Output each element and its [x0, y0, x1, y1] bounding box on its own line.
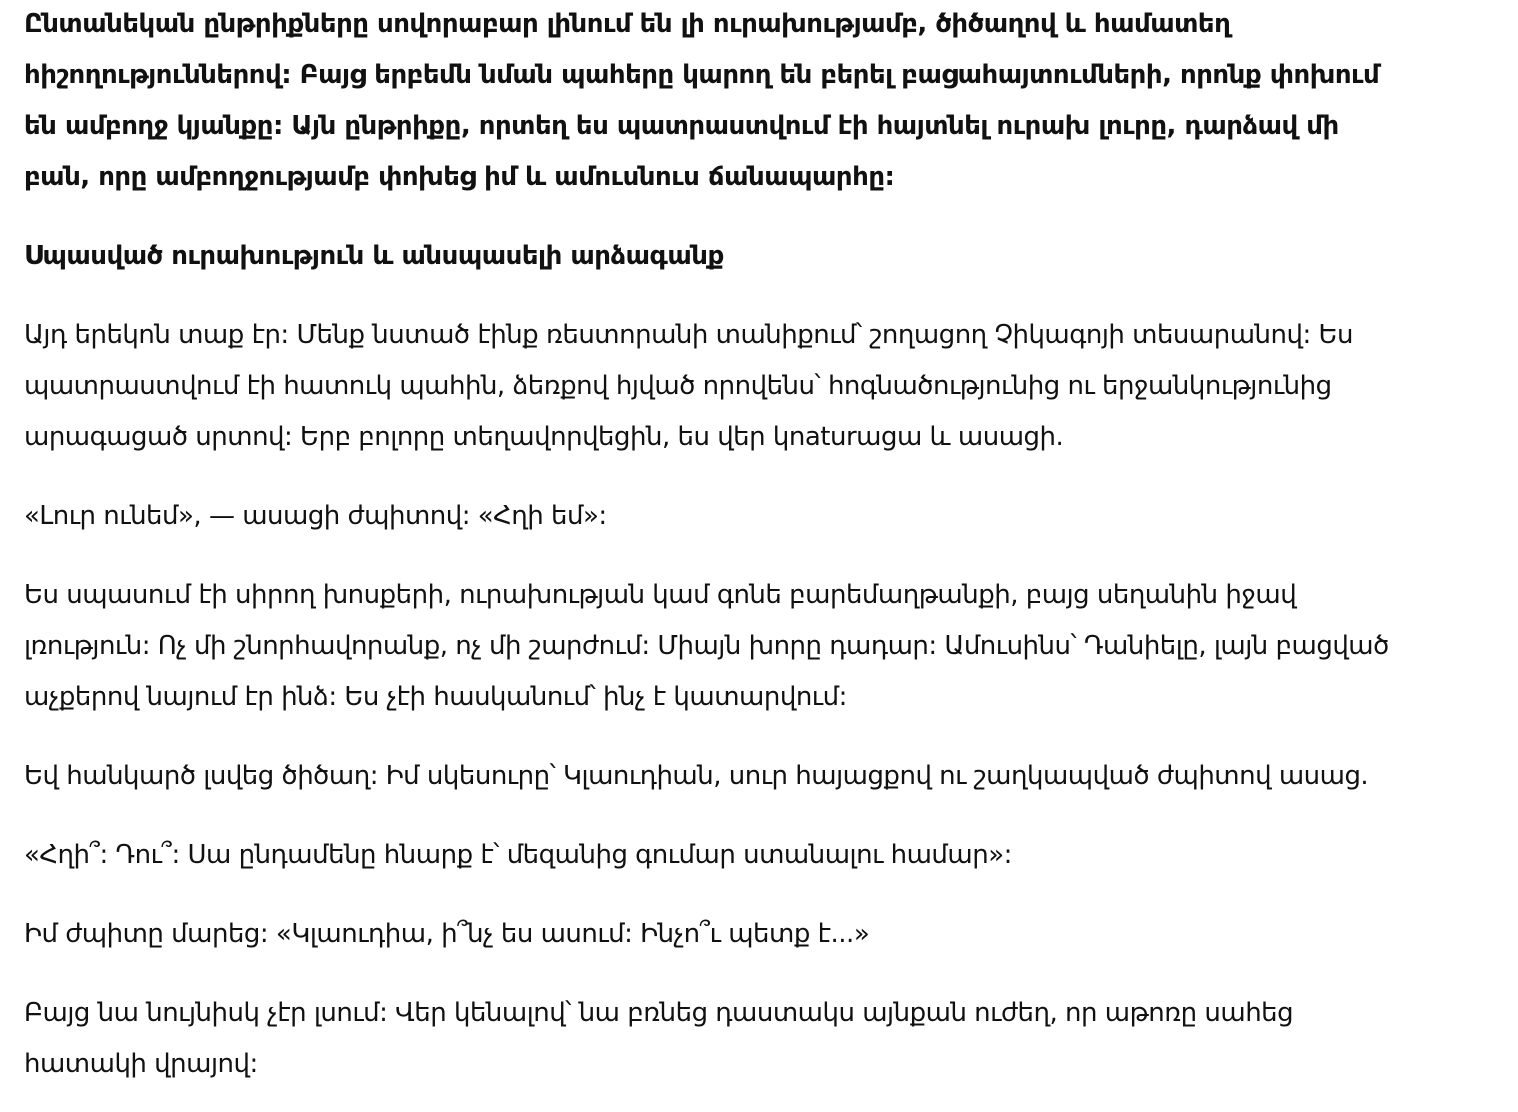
body-paragraph: Բայց նա նույնիսկ չէր լսում: Վեր կենալով՝ նա բռնեց դաստակս այնքան ուժեղ, որ աթոռը սահեց հատակի վրայով: — [24, 998, 1294, 1079]
section-heading: Սպասված ուրախություն և անսպասելի արձագանք — [24, 241, 724, 271]
body-paragraph: Եվ հանկարծ լսվեց ծիծաղ: Իմ սկեսուրը՝ Կլաուդիան, սուր հայացքով ու շաղկապված ժպիտով ասաց. — [24, 761, 1369, 791]
body-paragraph: Ես սպասում էի սիրող խոսքերի, ուրախության կամ գոնե բարեմաղթանքի, բայց սեղանին իջավ լռություն: Ոչ մի շնորհավորանք, ոչ մի շարժում: Միայն խորը դադար: Ամուսինս՝ Դանիելը, լայն բացված աչքերով նայում էր ինձ: Ես չէի հասկանում՝ ինչ է կատարվում: — [24, 580, 1389, 712]
body-paragraph: Իմ ժպիտը մարեց: «Կլաուդիա, ի՞նչ ես ասում: Ինչո՞ւ պետք է...» — [24, 919, 870, 949]
intro-paragraph: Ընտանեկան ընթրիքները սովորաբար լինում են լի ուրախությամբ, ծիծաղով և համատեղ հիշողություններով: Բայց երբեմն նման պահերը կարող են բերել բացահայտումների, որոնք փոխում են ամբողջ կյանքը: Այն ընթրիքը, որտեղ ես պատրաստվում էի հայտնել ուրախ լուրը, դարձավ մի բան, որը ամբողջությամբ փոխեց իմ և ամուսնուս ճանապարհը: — [24, 9, 1380, 192]
body-paragraph: Այդ երեկոն տաք էր: Մենք նստած էինք ռեստորանի տանիքում՝ շողացող Չիկագոյի տեսարանով: Ես պատրաստվում էի հատուկ պահին, ձեռքով հյված որովենս՝ հոգնածությունից ու երջանկությունից արագացած սրտով: Երբ բոլորը տեղավորվեցին, ես վեր կnaturացա և ասացի. — [24, 320, 1353, 452]
body-paragraph: «Հղի՞: Դու՞: Սա ընդամենը հնարք է՝ մեզանից գումար ստանալու համար»: — [24, 840, 1012, 870]
body-paragraph: «Լուր ունեմ», — ասացի ժպիտով: «Հղի եմ»: — [24, 501, 607, 531]
